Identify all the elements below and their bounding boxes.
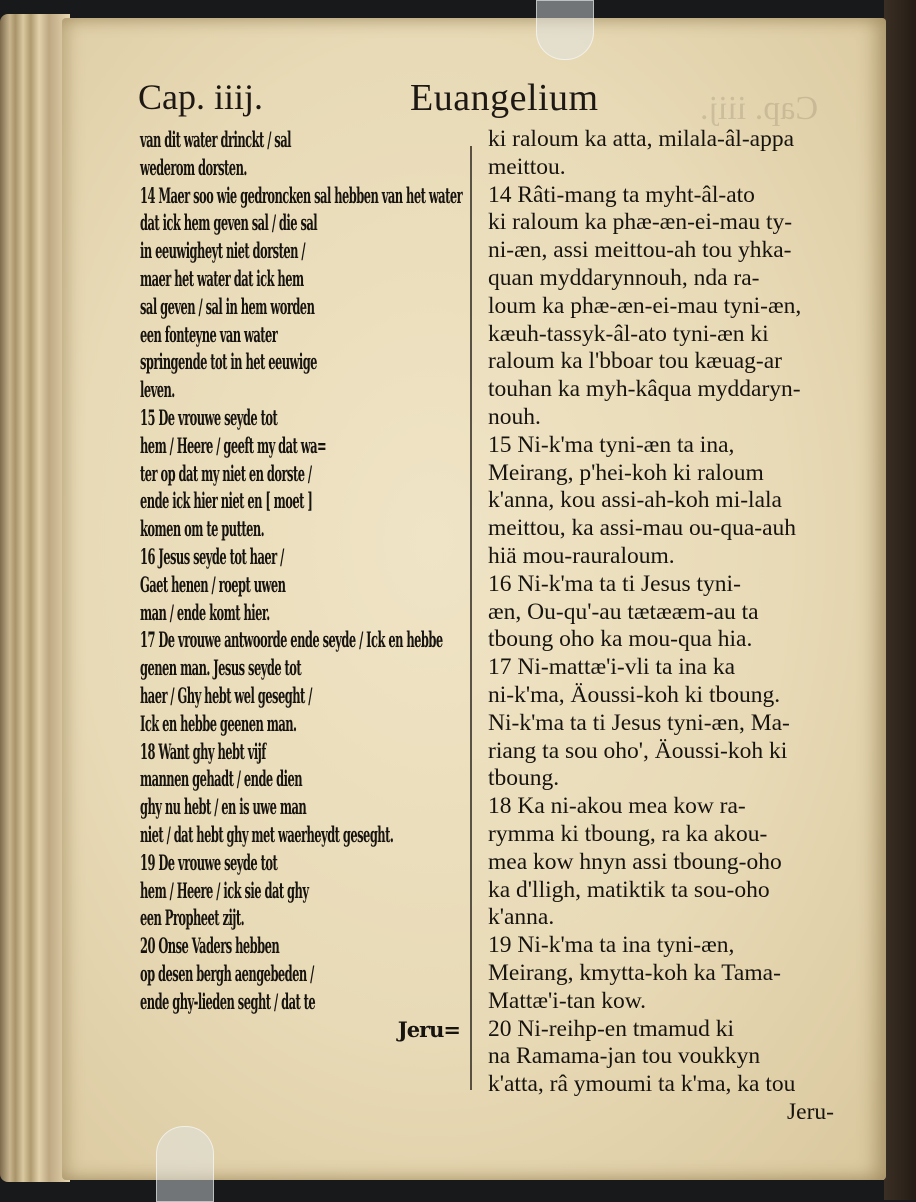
text-line: Mattæ'i-tan kow. bbox=[488, 987, 647, 1014]
text-line: springende tot in het eeuwige bbox=[140, 349, 317, 375]
text-line: touhan ka myh-kâqua myddaryn- bbox=[488, 376, 801, 403]
text-line: ni-æn, assi meittou-ah tou yhka- bbox=[488, 237, 792, 264]
text-line: Meirang, kmytta-koh ka Tama- bbox=[488, 959, 781, 986]
text-line: meittou. bbox=[488, 153, 566, 180]
text-line: Meirang, p'hei-koh ki raloum bbox=[488, 459, 764, 486]
text-line: wederom dorsten. bbox=[140, 154, 247, 180]
text-line: riang ta sou oho', Äoussi-koh ki bbox=[488, 737, 788, 764]
text-line: raloum ka l'bboar tou kæuag-ar bbox=[488, 348, 782, 375]
siraya-text-column bbox=[488, 126, 834, 1127]
text-line: op desen bergh aengebeden / bbox=[140, 960, 314, 986]
text-line: dat ick hem geven sal / die sal bbox=[140, 210, 318, 236]
text-line: ende ick hier niet en [ moet ] bbox=[140, 488, 313, 514]
text-line: maer het water dat ick hem bbox=[140, 265, 304, 291]
text-line: Ick en hebbe geenen man. bbox=[140, 710, 297, 736]
text-line: 15 De vrouwe seyde tot bbox=[140, 404, 278, 430]
text-line: 14 Maer soo wie gedroncken sal hebben van het water bbox=[140, 182, 463, 208]
text-line: niet / dat hebt ghy met waerheydt geseght. bbox=[140, 821, 394, 847]
text-line: 20 Ni-reihp-en tmamud ki bbox=[488, 1015, 735, 1042]
text-line: hem / Heere / ick sie dat ghy bbox=[140, 877, 309, 903]
text-line: k'atta, râ ymoumi ta k'ma, ka tou bbox=[488, 1071, 796, 1098]
text-line: ende ghy-lieden seght / dat te bbox=[140, 988, 316, 1014]
text-line: 16 Ni-k'ma ta ti Jesus tyni- bbox=[488, 570, 741, 597]
text-line: meittou, ka assi-mau ou-qua-auh bbox=[488, 515, 797, 542]
text-line: 19 De vrouwe seyde tot bbox=[140, 849, 278, 875]
text-line: quan myddarynnouh, nda ra- bbox=[488, 264, 760, 291]
text-line: 19 Ni-k'ma ta ina tyni-æn, bbox=[488, 932, 735, 959]
text-line: sal geven / sal in hem worden bbox=[140, 293, 315, 319]
book-cover bbox=[884, 0, 916, 1200]
text-line: ni-k'ma, Äoussi-koh ki tboung. bbox=[488, 681, 781, 708]
text-line: Gaet henen / roept uwen bbox=[140, 571, 286, 597]
text-line: 17 Ni-mattæ'i-vli ta ina ka bbox=[488, 654, 736, 681]
text-line: Jeru- bbox=[787, 1098, 834, 1125]
text-line: æn, Ou-qu'-au tætææm-au ta bbox=[488, 598, 759, 625]
text-line: hiä mou-rauraloum. bbox=[488, 542, 675, 569]
text-line: 20 Onse Vaders hebben bbox=[140, 933, 280, 959]
text-line: ki raloum ka phæ-æn-ei-mau ty- bbox=[488, 209, 793, 236]
text-line: rymma ki tboung, ra ka akou- bbox=[488, 820, 768, 847]
page-clip-top bbox=[536, 0, 594, 60]
text-line: genen man. Jesus seyde tot bbox=[140, 655, 302, 681]
text-line: kæuh-tassyk-âl-ato tyni-æn ki bbox=[488, 320, 769, 347]
text-line: een fonteyne van water bbox=[140, 321, 278, 347]
text-line: mea kow hnyn assi tboung-oho bbox=[488, 848, 782, 875]
chapter-heading: Cap. iiij. bbox=[138, 77, 263, 117]
text-line: ter op dat my niet en dorste / bbox=[140, 460, 312, 486]
text-line: in eeuwigheyt niet dorsten / bbox=[140, 238, 305, 264]
text-line: Ni-k'ma ta ti Jesus tyni-æn, Ma- bbox=[488, 709, 790, 736]
text-line: 15 Ni-k'ma tyni-æn ta ina, bbox=[488, 431, 735, 458]
text-line: 18 Want ghy hebt vijf bbox=[140, 738, 266, 764]
text-line: k'anna, kou assi-ah-koh mi-lala bbox=[488, 487, 782, 514]
text-line: 18 Ka ni-akou mea kow ra- bbox=[488, 793, 746, 820]
text-line: 16 Jesus seyde tot haer / bbox=[140, 543, 284, 569]
text-line: ka d'lligh, matiktik ta sou-oho bbox=[488, 876, 770, 903]
text-line: Jeru= bbox=[397, 1016, 460, 1042]
text-line: ki raloum ka atta, milala-âl-appa bbox=[488, 126, 795, 152]
text-line: hem / Heere / geeft my dat wa= bbox=[140, 432, 327, 458]
text-line: tboung oho ka mou-qua hia. bbox=[488, 626, 753, 653]
text-line: komen om te putten. bbox=[140, 516, 265, 542]
show-through-text: Cap. iiij. bbox=[700, 90, 819, 127]
text-line: na Ramama-jan tou voukkyn bbox=[488, 1043, 761, 1070]
text-line: een Propheet zijt. bbox=[140, 905, 245, 931]
text-line: leven. bbox=[140, 377, 175, 403]
page-clip-bottom bbox=[156, 1126, 214, 1202]
text-line: 14 Râti-mang ta myht-âl-ato bbox=[488, 181, 755, 208]
text-line: nouh. bbox=[488, 403, 541, 430]
text-line: 17 De vrouwe antwoorde ende seyde / Ick en hebbe bbox=[140, 627, 443, 653]
text-line: haer / Ghy hebt wel geseght / bbox=[140, 682, 312, 708]
running-title: Euangelium bbox=[410, 77, 599, 119]
text-line: loum ka phæ-æn-ei-mau tyni-æn, bbox=[488, 292, 802, 319]
text-line: k'anna. bbox=[488, 904, 555, 931]
text-line: mannen gehadt / ende dien bbox=[140, 766, 303, 792]
page-stack-edge bbox=[0, 14, 70, 1182]
text-line: van dit water drinckt / sal bbox=[140, 127, 291, 152]
text-line: tboung. bbox=[488, 765, 560, 792]
text-line: man / ende komt hier. bbox=[140, 599, 270, 625]
text-line: ghy nu hebt / en is uwe man bbox=[140, 794, 307, 820]
